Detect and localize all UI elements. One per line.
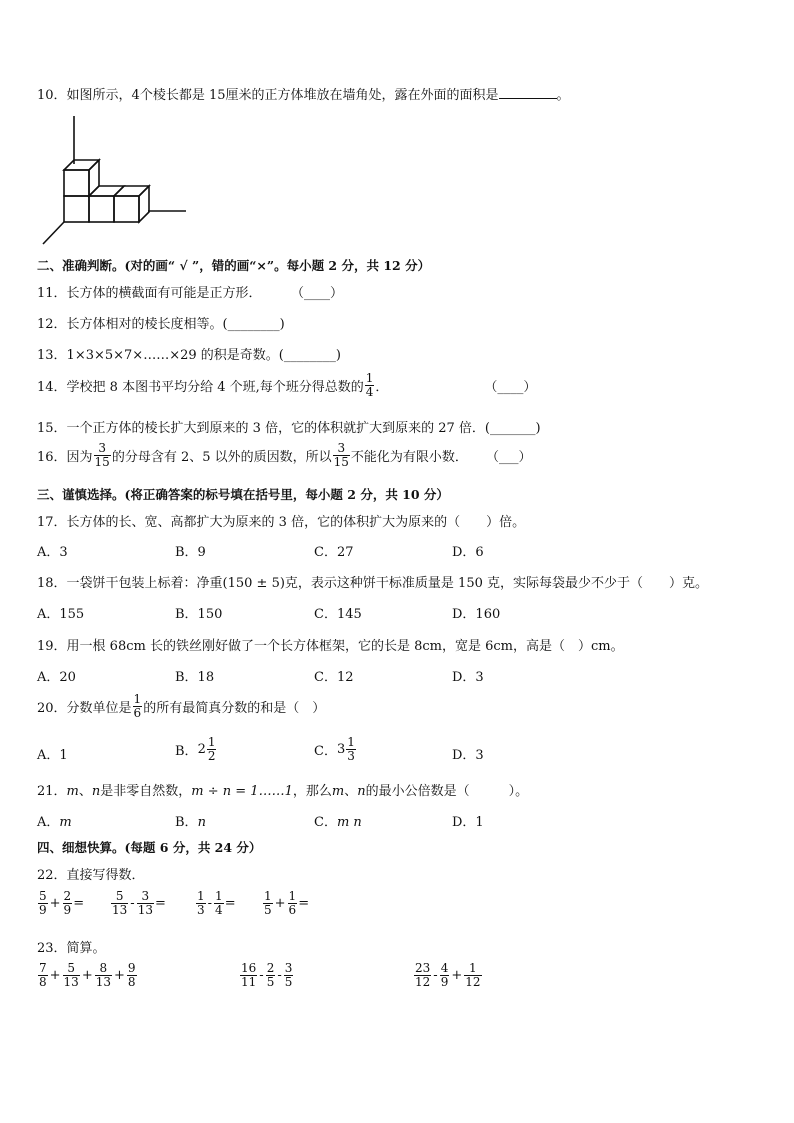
cube-front-1 (64, 196, 89, 222)
expression[interactable]: $\frac{16}{11}$ - $\frac{2}{5}$ - $\frac{3}{5}$ (241, 961, 293, 989)
question-23: 23．简算。 (37, 941, 106, 956)
option-a[interactable]: A．1 (37, 748, 68, 763)
option-a[interactable]: A．155 (37, 607, 85, 622)
option-b[interactable]: B．18 (175, 670, 215, 685)
question-18: 18．一袋饼干包装上标着：净重(150 ± 5)克，表示这种饼干标准质量是 150 克，实际每袋最少不少于（ ）克。 (37, 576, 709, 591)
expression[interactable]: $\frac{1}{5}$ + $\frac{1}{6}$ = (264, 889, 310, 917)
fraction: $\frac{3}{15}$ (333, 441, 349, 469)
answer-paren[interactable]: （____） (484, 379, 537, 395)
question-20-options (37, 736, 757, 770)
question-10-text: 10．如图所示，4个棱长都是 15厘米的正方体堆放在墙角处，露在外面的面积是 (37, 88, 499, 103)
option-b[interactable]: B．9 (175, 545, 206, 560)
question-15: 15．一个正方体的棱长扩大到原来的 3 倍，它的体积就扩大到原来的 27 倍．(_______) (37, 421, 541, 436)
question-14: 14．学校把 8 本图书平均分给 4 个班,每个班分得总数的 $\frac{1}{4}$ ． （____） (37, 371, 537, 399)
section-2-heading: 二、准确判断。(对的画“ √ ”，错的画“×”。每小题 2 分，共 12 分） (37, 258, 431, 273)
option-c[interactable]: C．m n (314, 815, 362, 830)
question-12: 12．长方体相对的棱长度相等。(________) (37, 317, 285, 332)
option-b[interactable]: B．n (175, 815, 206, 830)
expression[interactable]: $\frac{5}{13}$ - $\frac{3}{13}$ = (112, 889, 166, 917)
wall-edge-diagonal (43, 222, 64, 244)
option-d[interactable]: D．6 (452, 545, 484, 560)
cube-side-face-3 (139, 186, 149, 222)
answer-paren[interactable]: （____） (297, 286, 344, 301)
cube-front-3 (114, 196, 139, 222)
expression[interactable]: $\frac{23}{12}$ - $\frac{4}{9}$ + $\frac{1}{12}$ (415, 961, 481, 989)
question-16: 16．因为 $\frac{3}{15}$ 的分母含有 2、5 以外的质因数，所以 $\frac{3}{15}$ 不能化为有限小数． （___） (37, 441, 532, 469)
cube-front-2 (89, 196, 114, 222)
question-20: 20．分数单位是 $\frac{1}{6}$ 的所有最简真分数的和是（ ） (37, 692, 326, 720)
cube-figure (38, 112, 198, 252)
section-3-heading: 三、谨慎选择。(将正确答案的标号填在括号里，每小题 2 分，共 10 分） (37, 487, 449, 502)
question-21: 21．m、n是非零自然数，m ÷ n = 1……1，那么m、n的最小公倍数是（ ）。 (37, 784, 529, 799)
option-c[interactable]: C．27 (314, 545, 354, 560)
question-10: 10．如图所示，4个棱长都是 15厘米的正方体堆放在墙角处，露在外面的面积是 。 (37, 88, 570, 103)
expression[interactable]: $\frac{1}{3}$ - $\frac{1}{4}$ = (197, 889, 236, 917)
answer-blank[interactable] (499, 97, 557, 99)
fraction: $\frac{1}{4}$ (365, 371, 374, 399)
option-d[interactable]: D．1 (452, 815, 484, 830)
cube-front-top (64, 170, 89, 196)
option-d[interactable]: D．3 (452, 670, 484, 685)
option-b[interactable]: B．150 (175, 607, 223, 622)
option-d[interactable]: D．160 (452, 607, 501, 622)
answer-paren[interactable]: （___） (485, 449, 532, 465)
expression[interactable]: $\frac{7}{8}$ + $\frac{5}{13}$ + $\frac{8}{13}$ + $\frac{9}{8}$ (39, 961, 136, 989)
expression[interactable]: $\frac{5}{9}$ + $\frac{2}{9}$ = (39, 889, 85, 917)
question-23-expressions (37, 962, 757, 1002)
section-4-heading: 四、细想快算。(每题 6 分，共 24 分） (37, 840, 262, 855)
option-c[interactable]: C．12 (314, 670, 354, 685)
fraction: $\frac{3}{15}$ (94, 441, 110, 469)
option-a[interactable]: A．m (37, 815, 72, 830)
question-22-expressions (37, 890, 757, 930)
option-d[interactable]: D．3 (452, 748, 484, 763)
option-c[interactable]: C．145 (314, 607, 362, 622)
option-a[interactable]: A．3 (37, 545, 68, 560)
question-11: 11．长方体的横截面有可能是正方形． （____） (37, 286, 344, 301)
equation: m ÷ n = 1……1 (191, 784, 293, 799)
question-22: 22．直接写得数． (37, 868, 145, 883)
question-17: 17．长方体的长、宽、高都扩大为原来的 3 倍，它的体积扩大为原来的（ ）倍。 (37, 515, 526, 530)
option-a[interactable]: A．20 (37, 670, 76, 685)
option-b[interactable]: B． 2 $\frac{1}{2}$ (175, 735, 216, 763)
option-c[interactable]: C． 3 $\frac{1}{3}$ (314, 735, 355, 763)
question-13: 13．1×3×5×7×……×29 的积是奇数。(________) (37, 348, 341, 363)
fraction: $\frac{1}{6}$ (133, 692, 142, 720)
question-19: 19．用一根 68cm 长的铁丝刚好做了一个长方体框架，它的长是 8cm，宽是 6cm，高是（ ）cm。 (37, 639, 624, 654)
